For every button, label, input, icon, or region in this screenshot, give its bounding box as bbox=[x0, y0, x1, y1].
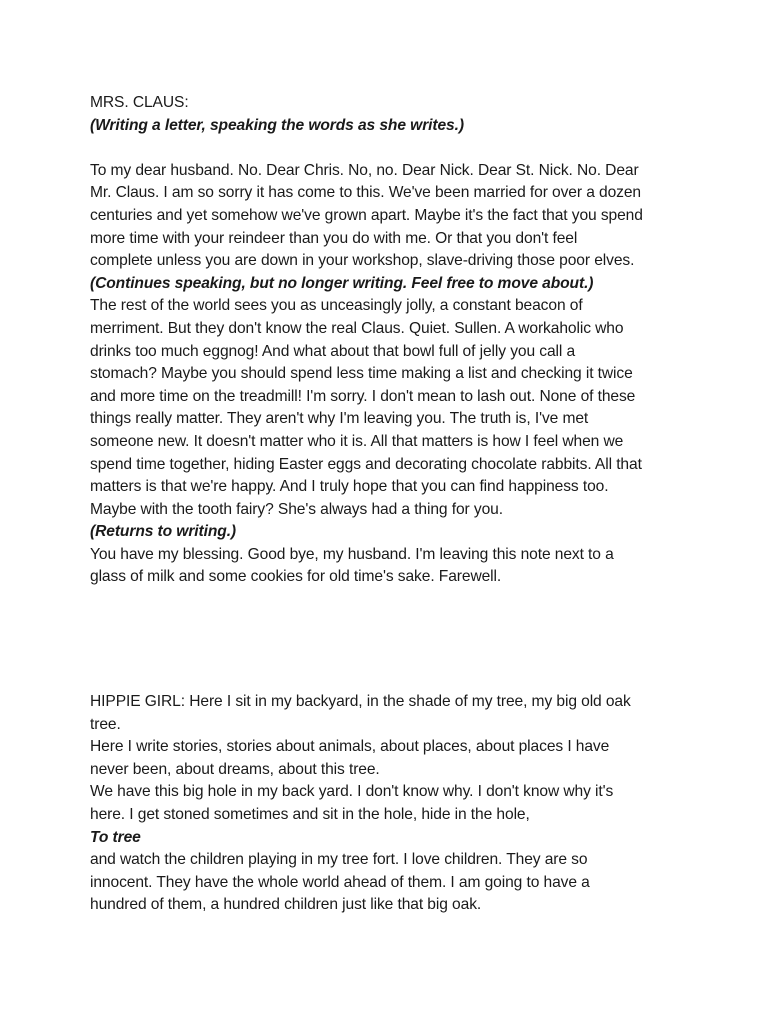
dialogue-paragraph bbox=[90, 849, 690, 917]
dialogue-line: Maybe with the tooth fairy? She's always had a thing for you. bbox=[90, 500, 503, 518]
dialogue-line: You have my blessing. Good bye, my husband. I'm leaving this note next to a bbox=[90, 545, 614, 563]
dialogue-paragraph bbox=[90, 544, 690, 589]
dialogue-line: complete unless you are down in your workshop, slave-driving those poor elves. bbox=[90, 252, 635, 270]
dialogue-line: matters is that we're happy. And I truly hope that you can find happiness too. bbox=[90, 478, 609, 496]
dialogue-paragraph bbox=[90, 160, 690, 273]
dialogue-line: spend time together, hiding Easter eggs and decorating chocolate rabbits. All that bbox=[90, 455, 642, 473]
dialogue-line: here. I get stoned sometimes and sit in the hole, hide in the hole, bbox=[90, 806, 530, 824]
dialogue-line: The rest of the world sees you as unceasingly jolly, a constant beacon of bbox=[90, 297, 583, 315]
stage-direction: (Continues speaking, but no longer writing. Feel free to move about.) bbox=[90, 274, 594, 292]
dialogue-line: drinks too much eggnog! And what about that bowl full of jelly you call a bbox=[90, 342, 576, 360]
dialogue-line: tree. bbox=[90, 715, 121, 733]
dialogue-line: more time with your reindeer than you do with me. Or that you don't feel bbox=[90, 229, 578, 247]
dialogue-line: glass of milk and some cookies for old time's sake. Farewell. bbox=[90, 568, 502, 586]
dialogue-paragraph bbox=[90, 295, 690, 521]
dialogue-paragraph bbox=[90, 691, 690, 827]
dialogue-line: Mr. Claus. I am so sorry it has come to this. We've been married for over a dozen bbox=[90, 184, 641, 202]
stage-direction: To tree bbox=[90, 828, 141, 846]
dialogue-line: someone new. It doesn't matter who it is. All that matters is how I feel when we bbox=[90, 432, 624, 450]
dialogue-line: merriment. But they don't know the real Claus. Quiet. Sullen. A workaholic who bbox=[90, 319, 624, 337]
script-page bbox=[90, 92, 690, 917]
speaker-name: MRS. CLAUS: bbox=[90, 94, 189, 111]
dialogue-line: stomach? Maybe you should spend less time making a list and checking it twice bbox=[90, 365, 633, 383]
stage-direction: (Returns to writing.) bbox=[90, 523, 237, 541]
dialogue-line: HIPPIE GIRL: Here I sit in my backyard, in the shade of my tree, my big old oak bbox=[90, 693, 631, 711]
dialogue-line: innocent. They have the whole world ahead of them. I am going to have a bbox=[90, 873, 590, 891]
dialogue-line: hundred of them, a hundred children just like that big oak. bbox=[90, 896, 482, 914]
dialogue-line: and more time on the treadmill! I'm sorry. I don't mean to lash out. None of these bbox=[90, 387, 636, 405]
dialogue-line: To my dear husband. No. Dear Chris. No, no. Dear Nick. Dear St. Nick. No. Dear bbox=[90, 161, 639, 179]
dialogue-line: We have this big hole in my back yard. I don't know why. I don't know why it's bbox=[90, 783, 614, 801]
dialogue-line: never been, about dreams, about this tree. bbox=[90, 760, 380, 778]
dialogue-line: centuries and yet somehow we've grown apart. Maybe it's the fact that you spend bbox=[90, 206, 643, 224]
stage-direction: (Writing a letter, speaking the words as she writes.) bbox=[90, 116, 464, 134]
dialogue-line: things really matter. They aren't why I'm leaving you. The truth is, I've met bbox=[90, 410, 589, 428]
dialogue-line: and watch the children playing in my tree fort. I love children. They are so bbox=[90, 851, 588, 869]
dialogue-line: Here I write stories, stories about animals, about places, about places I have bbox=[90, 738, 610, 756]
